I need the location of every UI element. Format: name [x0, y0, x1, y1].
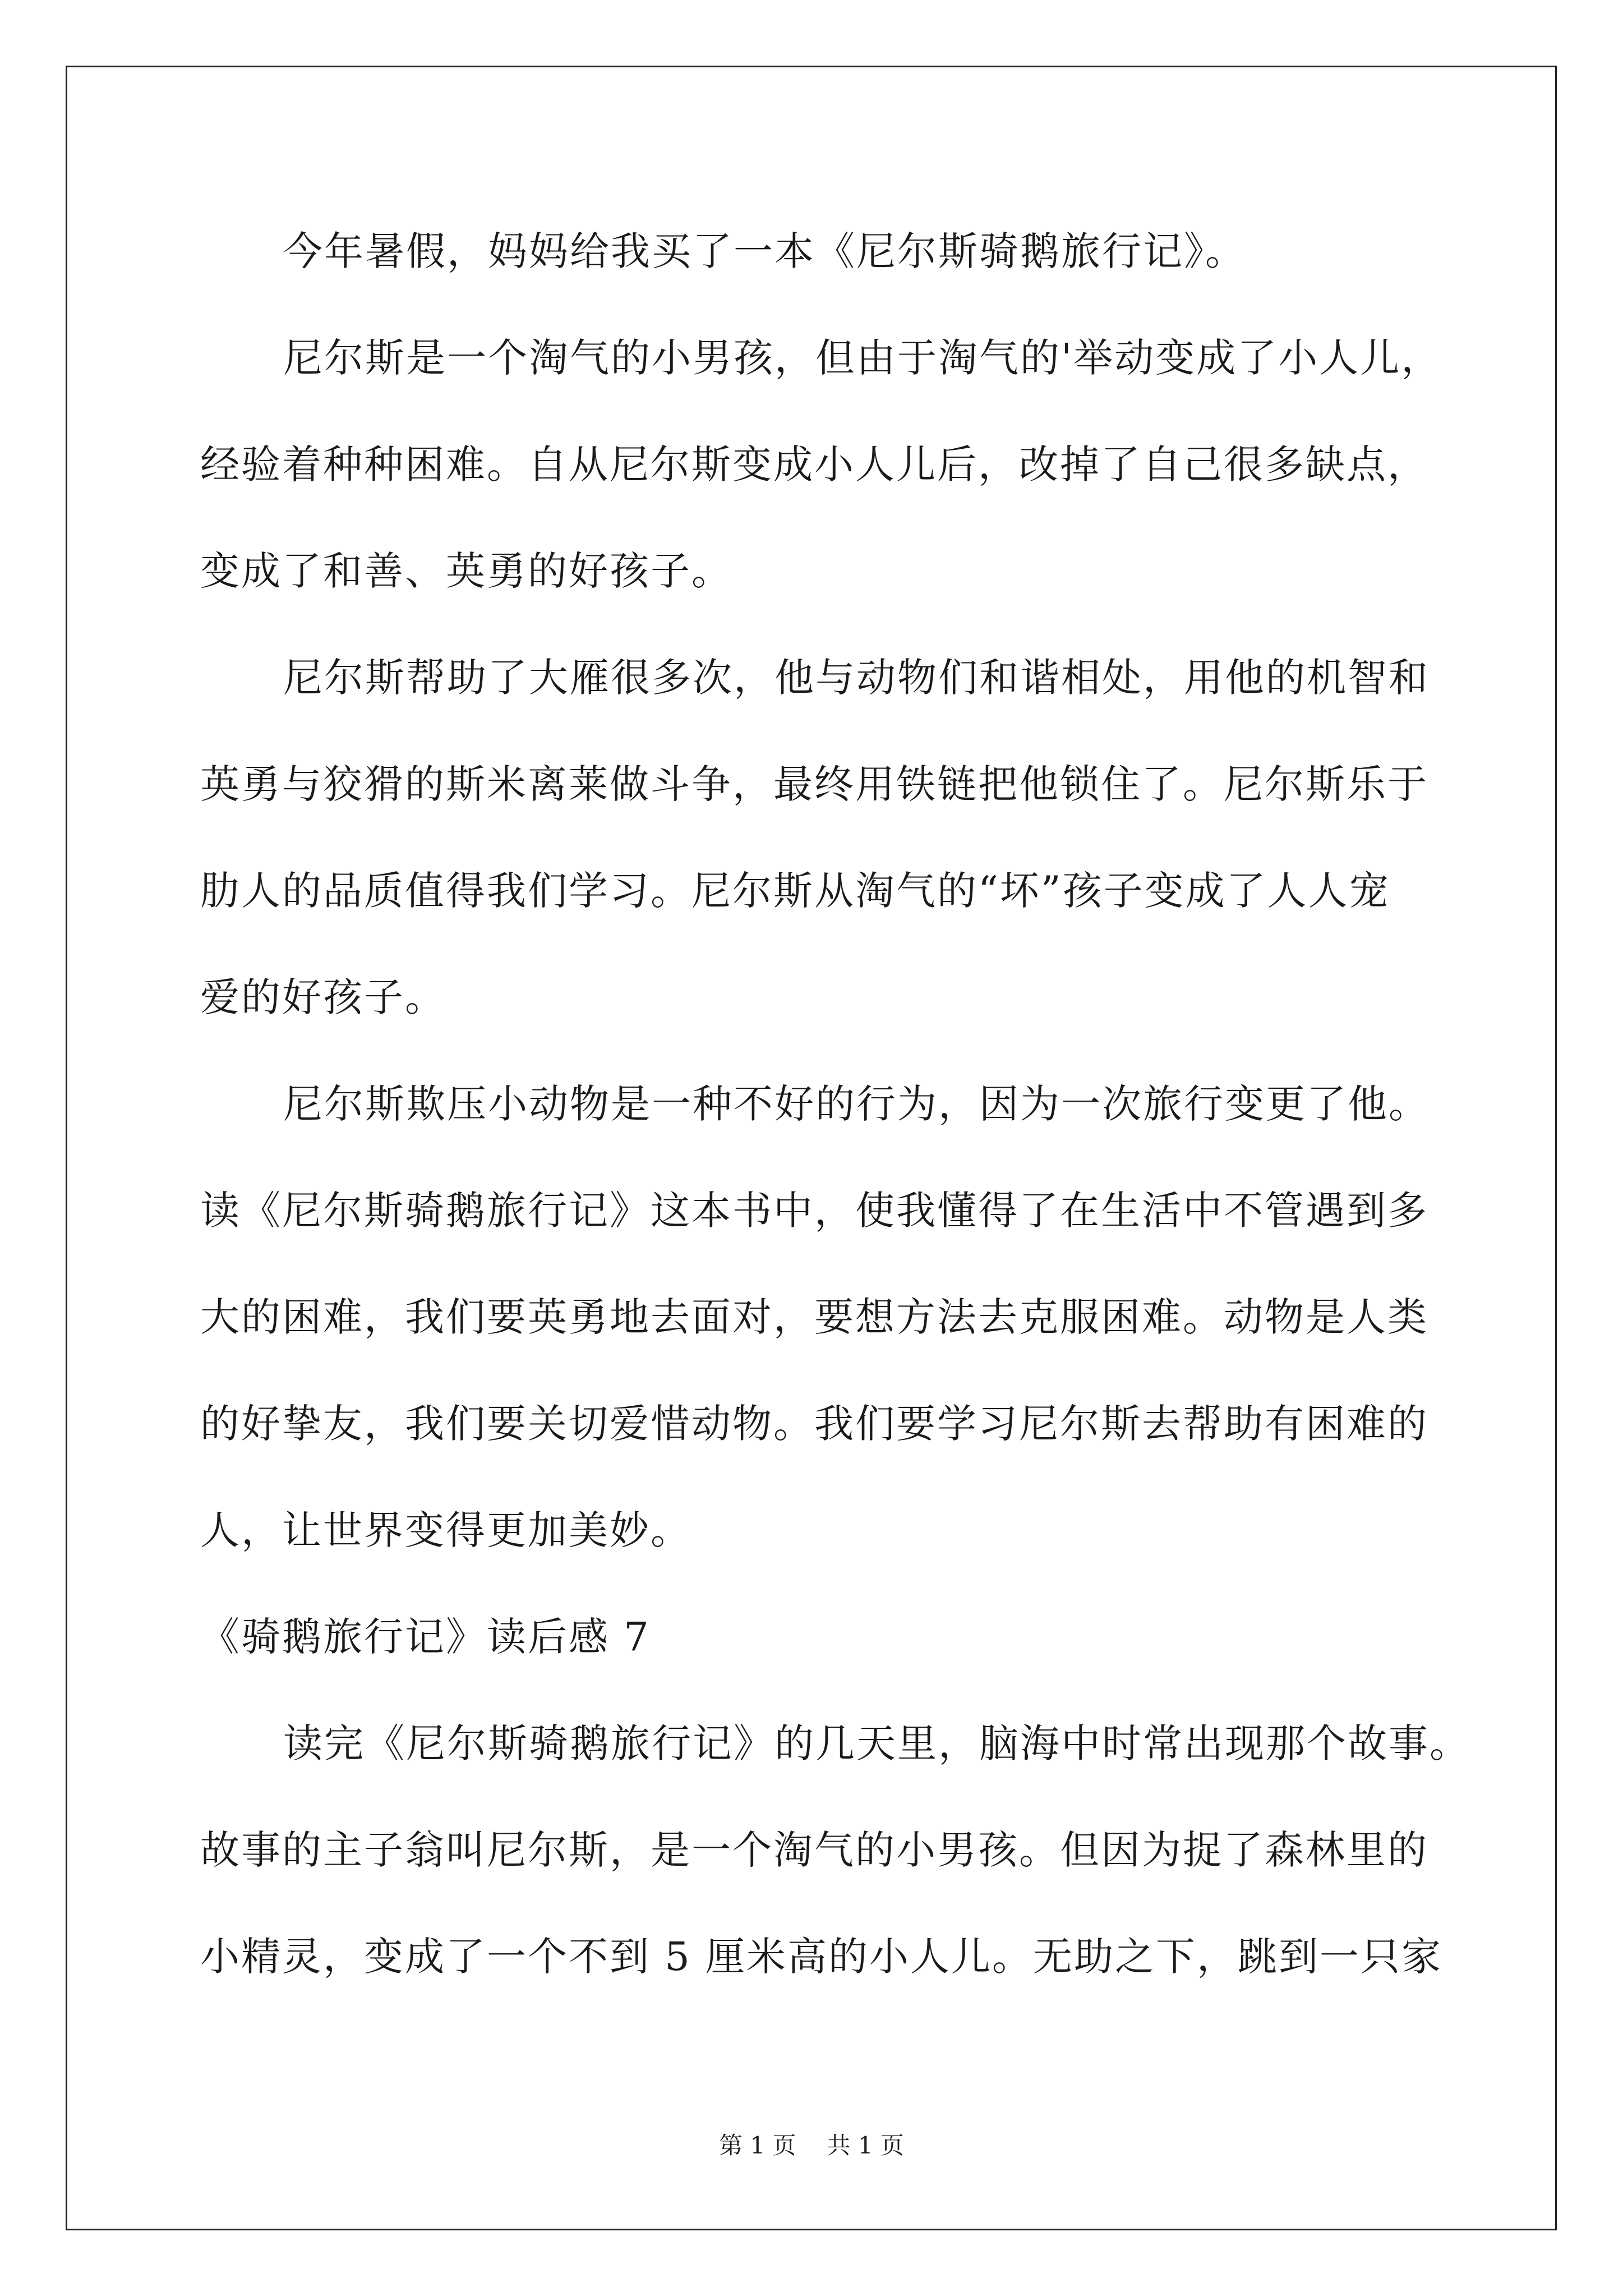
paragraph-line: 小精灵，变成了一个不到 5 厘米高的小人儿。无助之下，跳到一只家 [200, 1934, 1443, 1980]
paragraph-line: 尼尔斯是一个淘气的小男孩，但由于淘气的'举动变成了小人儿， [283, 335, 1442, 381]
paragraph-line: 肋人的品质值得我们学习。尼尔斯从淘气的“坏”孩子变成了人人宠 [200, 868, 1390, 914]
paragraph-line: 尼尔斯欺压小动物是一种不好的行为，因为一次旅行变更了他。 [283, 1081, 1430, 1127]
paragraph-line: 变成了和善、英勇的好孩子。 [200, 548, 732, 594]
paragraph-line: 经验着种种困难。自从尼尔斯变成小人儿后，改掉了自己很多缺点， [200, 441, 1428, 487]
paragraph-line: 读完《尼尔斯骑鹅旅行记》的几天里，脑海中时常出现那个故事。 [283, 1720, 1470, 1766]
section-heading: 《骑鹅旅行记》读后感 7 [200, 1614, 651, 1660]
paragraph-line: 故事的主子翁叫尼尔斯，是一个淘气的小男孩。但因为捉了森林里的 [200, 1827, 1428, 1873]
paragraph-line: 尼尔斯帮助了大雁很多次，他与动物们和谐相处，用他的机智和 [283, 655, 1430, 701]
page-number-current: 第 1 页 [719, 2132, 796, 2159]
paragraph-line: 大的困难，我们要英勇地去面对，要想方法去克服困难。动物是人类 [200, 1294, 1428, 1340]
paragraph-line: 英勇与狡猾的斯米离莱做斗争，最终用铁链把他锁住了。尼尔斯乐于 [200, 761, 1428, 807]
paragraph-line: 今年暑假，妈妈给我买了一本《尼尔斯骑鹅旅行记》。 [283, 228, 1246, 274]
page-number-total: 共 1 页 [827, 2132, 904, 2159]
page-footer [0, 2129, 1623, 2162]
paragraph-line: 爱的好孩子。 [200, 974, 446, 1020]
paragraph-line: 的好挚友，我们要关切爱惜动物。我们要学习尼尔斯去帮助有困难的 [200, 1401, 1428, 1447]
paragraph-line: 人，让世界变得更加美妙。 [200, 1507, 691, 1553]
paragraph-line: 读《尼尔斯骑鹅旅行记》这本书中，使我懂得了在生活中不管遇到多 [200, 1188, 1428, 1234]
